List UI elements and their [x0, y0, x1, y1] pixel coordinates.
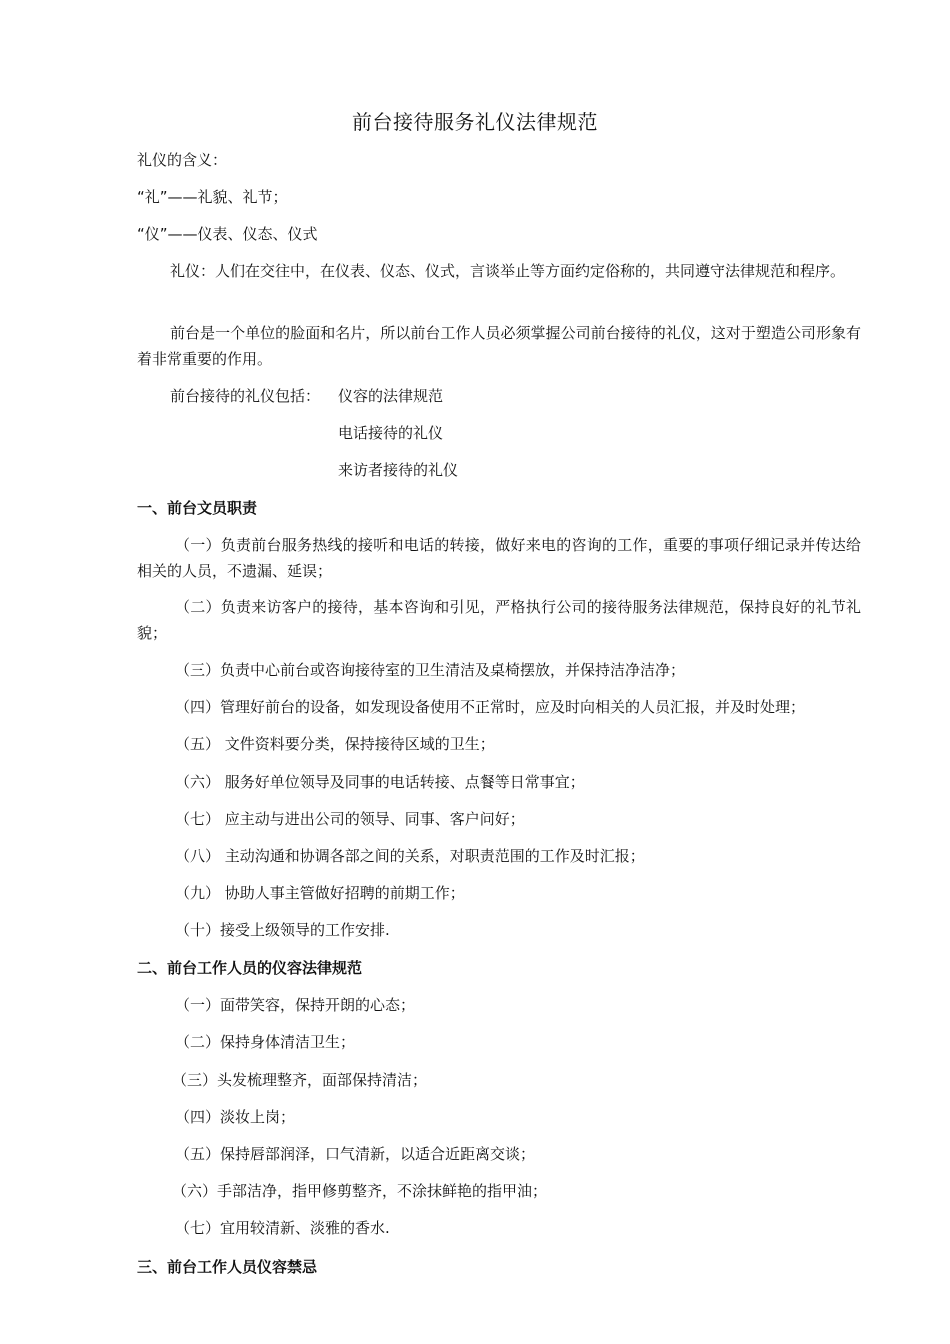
yi-definition: “仪”——仪表、仪态、仪式 [137, 225, 318, 243]
list-item: （二）负责来访客户的接待，基本咨询和引见，严格执行公司的接待服务法律规范，保持良好的礼节礼貌； [137, 598, 861, 642]
list-item: （三）头发梳理整齐，面部保持清洁； [172, 1071, 428, 1089]
includes-item: 仪容的法律规范 [338, 387, 444, 405]
list-item: （一）负责前台服务热线的接听和电话的转接，做好来电的咨询的工作，重要的事项仔细记录并传达给相关的人员，不遗漏、延误； [137, 536, 861, 580]
list-item: （四）淡妆上岗； [175, 1108, 296, 1126]
section-heading: 三、前台工作人员仪容禁忌 [137, 1258, 318, 1276]
list-item: （十）接受上级领导的工作安排. [175, 921, 390, 939]
list-item: （九） 协助人事主管做好招聘的前期工作； [175, 884, 465, 902]
li-definition: “礼”——礼貌、礼节； [137, 188, 288, 206]
list-item: （六） 服务好单位领导及同事的电话转接、点餐等日常事宜； [175, 773, 585, 791]
section-heading: 二、前台工作人员的仪容法律规范 [137, 959, 363, 977]
intro-heading: 礼仪的含义： [137, 151, 228, 169]
includes-item: 电话接待的礼仪 [338, 424, 444, 442]
list-item: （二）保持身体清洁卫生； [175, 1033, 356, 1051]
list-item: （七）宜用较清新、淡雅的香水. [175, 1219, 390, 1237]
section-heading: 一、前台文员职责 [137, 499, 258, 517]
includes-item: 来访者接待的礼仪 [338, 461, 459, 479]
includes-label: 前台接待的礼仪包括： [170, 387, 321, 405]
document-title: 前台接待服务礼仪法律规范 [352, 110, 598, 134]
list-item: （五） 文件资料要分类，保持接待区域的卫生； [175, 735, 495, 753]
list-item: （三）负责中心前台或咨询接待室的卫生清洁及桌椅摆放，并保持洁净洁净； [175, 661, 686, 679]
reception-importance: 前台是一个单位的脸面和名片，所以前台工作人员必须掌握公司前台接待的礼仪，这对于塑造公司形象有着非常重要的作用。 [137, 324, 861, 368]
list-item: （八） 主动沟通和协调各部之间的关系，对职责范围的工作及时汇报； [175, 847, 645, 865]
list-item: （七） 应主动与进出公司的领导、同事、客户问好； [175, 810, 525, 828]
list-item: （五）保持唇部润泽，口气清新，以适合近距离交谈； [175, 1145, 536, 1163]
list-item: （四）管理好前台的设备，如发现设备使用不正常时，应及时向相关的人员汇报，并及时处理； [175, 698, 806, 716]
etiquette-definition: 礼仪：人们在交往中，在仪表、仪态、仪式，言谈举止等方面约定俗称的，共同遵守法律规范和程序。 [170, 262, 846, 280]
list-item: （一）面带笑容，保持开朗的心态； [175, 996, 416, 1014]
list-item: （六）手部洁净，指甲修剪整齐，不涂抹鲜艳的指甲油； [172, 1182, 548, 1200]
